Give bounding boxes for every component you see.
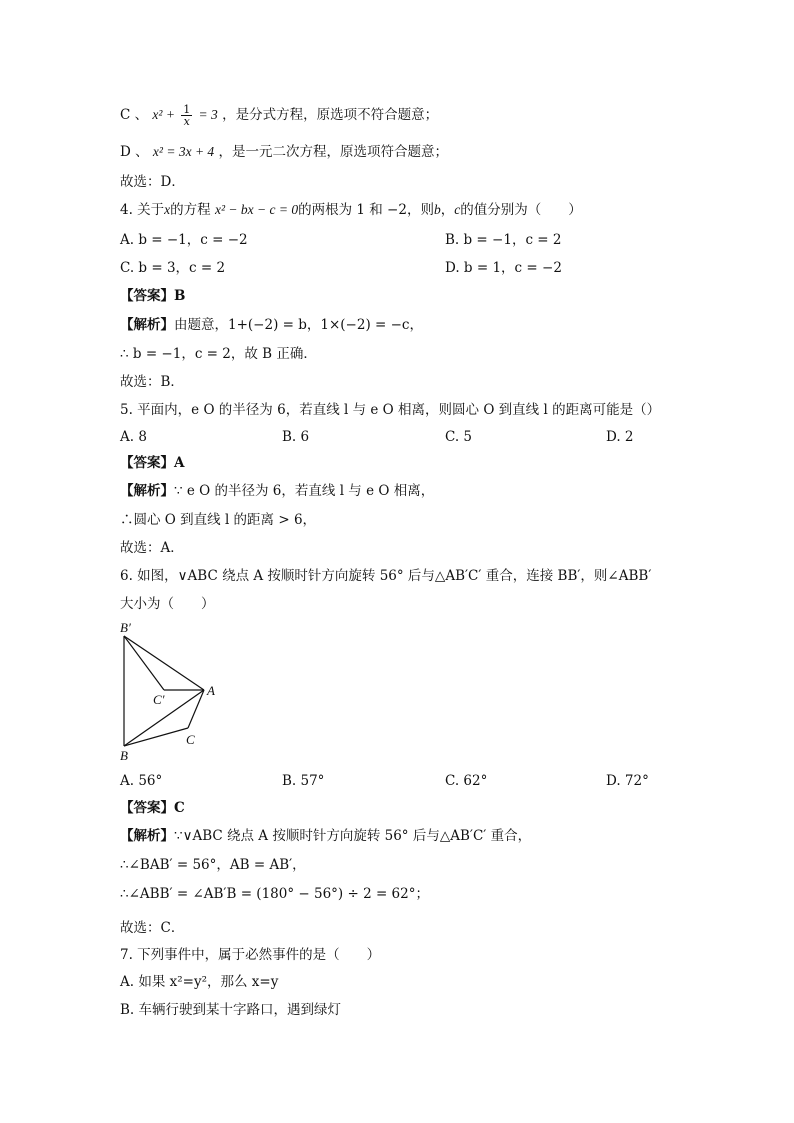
- q4-comma: ，: [440, 202, 455, 218]
- q5-analysis-label: 【解析】: [120, 483, 174, 499]
- answer-q3: 故选：D．: [120, 174, 185, 190]
- q6-analysis-2: ∴∠BAB′ = 56°，AB = AB′，: [120, 857, 306, 873]
- q4-option-d: D. b = 1，c = −2: [445, 260, 562, 276]
- option-c-fraction: [181, 104, 192, 127]
- segment-AB-prime: [124, 636, 204, 690]
- option-c-text: ，是分式方程，原选项不符合题意；: [222, 107, 439, 123]
- q4-stem-a: 4. 关于: [120, 202, 165, 218]
- q5-option-a: A. 8: [120, 429, 147, 445]
- q5-stem: 5. 平面内，e O 的半径为 6，若直线 l 与 e O 相离，则圆心 O 到直线 l 的距离可能是（）: [120, 402, 661, 418]
- q6-option-c: C. 62°: [445, 773, 488, 789]
- label-C-prime: C′: [153, 692, 165, 707]
- q6-conclusion: 故选：C．: [120, 920, 185, 936]
- label-C: C: [186, 732, 195, 747]
- q5-option-d: D. 2: [606, 429, 634, 445]
- q6-option-b: B. 57°: [282, 773, 325, 789]
- q6-stem-line-1: 6. 如图，∨ABC 绕点 A 按顺时针方向旋转 56° 后与△AB′C′ 重合，连接 BB′，则∠ABB′: [120, 568, 652, 584]
- q4-stem: [120, 200, 582, 220]
- fraction-denominator: x: [183, 115, 190, 128]
- q6-answer: 【答案】C: [120, 800, 185, 816]
- q5-analysis-2: ∴圆心 O 到直线 l 的距离 > 6，: [120, 512, 317, 528]
- q4-stem-d: ，则: [406, 202, 434, 218]
- q6-analysis-1: [120, 826, 531, 846]
- q6-analysis-3: ∴∠ABB′ = ∠AB′B = (180° − 56°) ÷ 2 = 62°；: [120, 886, 429, 902]
- q6-analysis-label: 【解析】: [120, 828, 174, 844]
- rotation-figure: [112, 618, 232, 764]
- q4-option-b: B. b = −1，c = 2: [445, 232, 562, 248]
- q5-option-c: C. 5: [445, 429, 473, 445]
- label-B: B: [120, 748, 128, 763]
- segment-B-prime-C-prime: [124, 636, 164, 690]
- q5-option-b: B. 6: [282, 429, 310, 445]
- q4-option-a: A. b = −1，c = −2: [120, 232, 248, 248]
- q5-analysis-1: [120, 481, 434, 501]
- q4-conclusion: 故选：B．: [120, 374, 184, 390]
- q4-stem-e: 的值分别为（ ）: [460, 202, 582, 218]
- option-d-text: ，是一元二次方程，原选项符合题意；: [218, 144, 448, 160]
- q5-answer: 【答案】A: [120, 455, 185, 471]
- q4-var-c: c: [454, 202, 461, 217]
- q6-stem-line-2: 大小为（ ）: [120, 596, 215, 612]
- q6-option-a: A. 56°: [120, 773, 163, 789]
- segment-BC: [124, 728, 188, 746]
- q4-stem-c: 的两根为 1 和: [298, 202, 383, 218]
- q4-stem-b: 的方程: [170, 202, 211, 218]
- q4-analysis-text: 由题意，1+(−2) = b，1×(−2) = −c，: [174, 317, 423, 333]
- option-c-expr-a: x² +: [152, 107, 175, 122]
- q6-option-d: D. 72°: [606, 773, 649, 789]
- q4-option-c: C. b = 3，c = 2: [120, 260, 226, 276]
- option-c-line: [120, 104, 438, 127]
- q5-conclusion: 故选：A．: [120, 540, 184, 556]
- option-d-expr: x² = 3x + 4: [152, 144, 215, 159]
- q7-stem: 7. 下列事件中，属于必然事件的是（ ）: [120, 947, 381, 963]
- q4-analysis-label: 【解析】: [120, 317, 174, 333]
- q7-option-a: A. 如果 x²=y²，那么 x=y: [120, 974, 279, 990]
- option-c-expr-b: = 3: [198, 107, 218, 122]
- q4-equation: x² − bx − c = 0: [214, 202, 299, 217]
- q4-neg2: −2: [387, 202, 407, 218]
- q4-var-b: b: [433, 202, 441, 217]
- q7-option-b: B. 车辆行驶到某十字路口，遇到绿灯: [120, 1002, 342, 1018]
- q4-analysis-2: ∴ b = −1，c = 2，故 B 正确．: [120, 346, 317, 362]
- label-B-prime: B′: [120, 620, 131, 635]
- option-c-prefix: C 、: [120, 107, 149, 123]
- option-d-prefix: D 、: [120, 144, 149, 160]
- q4-answer: 【答案】B: [120, 288, 186, 304]
- q4-var-x: x: [164, 202, 171, 217]
- q6-analysis-text: ∵∨ABC 绕点 A 按顺时针方向旋转 56° 后与△AB′C′ 重合，: [174, 828, 532, 844]
- q4-analysis-1: [120, 315, 423, 335]
- fraction-numerator: 1: [183, 103, 191, 116]
- label-A: A: [207, 683, 215, 698]
- q5-analysis-text: ∵ e O 的半径为 6，若直线 l 与 e O 相离，: [174, 483, 435, 499]
- option-d-line: [120, 142, 448, 162]
